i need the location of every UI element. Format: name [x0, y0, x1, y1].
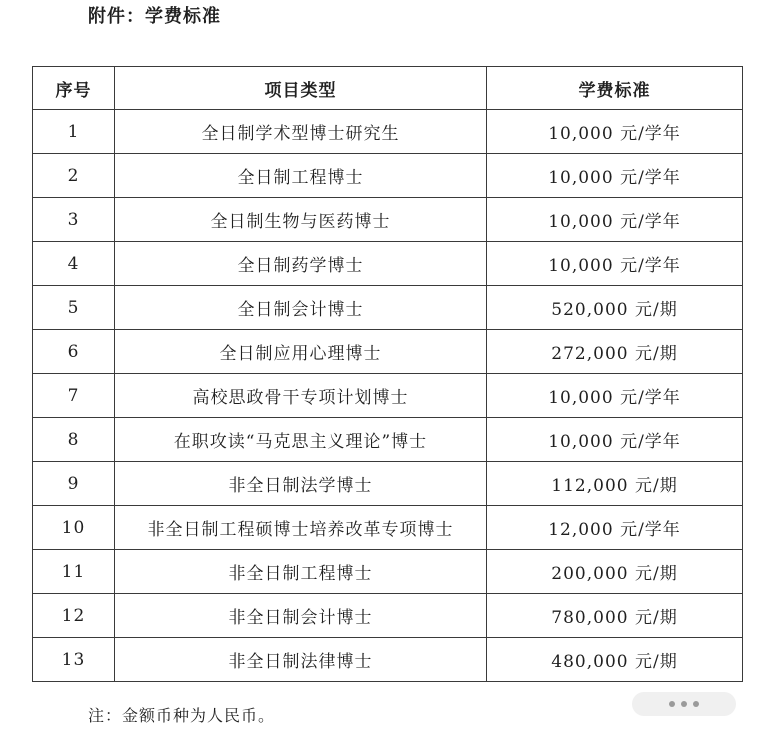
- header-program-type: 项目类型: [115, 67, 487, 110]
- row-number: 5: [33, 286, 115, 330]
- row-number: 8: [33, 418, 115, 462]
- program-type: 非全日制法律博士: [115, 638, 487, 682]
- tuition-fee: 112,000 元/期: [487, 462, 743, 506]
- dot-icon: [681, 701, 687, 707]
- row-number: 11: [33, 550, 115, 594]
- table-row: [33, 418, 743, 462]
- row-number: 4: [33, 242, 115, 286]
- table-row: [33, 374, 743, 418]
- dot-icon: [693, 701, 699, 707]
- header-tuition-standard: 学费标准: [487, 67, 743, 110]
- table-row: [33, 638, 743, 682]
- program-type: 在职攻读“马克思主义理论”博士: [115, 418, 487, 462]
- row-number: 7: [33, 374, 115, 418]
- table-row: [33, 110, 743, 154]
- tuition-fee: 10,000 元/学年: [487, 154, 743, 198]
- table-row: [33, 550, 743, 594]
- program-type: 全日制生物与医药博士: [115, 198, 487, 242]
- tuition-fee: 10,000 元/学年: [487, 242, 743, 286]
- table-row: [33, 198, 743, 242]
- row-number: 10: [33, 506, 115, 550]
- program-type: 非全日制会计博士: [115, 594, 487, 638]
- tuition-fee: 10,000 元/学年: [487, 198, 743, 242]
- tuition-fee: 200,000 元/期: [487, 550, 743, 594]
- more-options-dots-icon: [632, 692, 736, 716]
- table-row: [33, 242, 743, 286]
- program-type: 非全日制工程博士: [115, 550, 487, 594]
- row-number: 13: [33, 638, 115, 682]
- table-row: [33, 594, 743, 638]
- row-number: 12: [33, 594, 115, 638]
- tuition-fee: 780,000 元/期: [487, 594, 743, 638]
- tuition-fee: 10,000 元/学年: [487, 110, 743, 154]
- header-serial-number: 序号: [33, 67, 115, 110]
- program-type: 全日制工程博士: [115, 154, 487, 198]
- table-row: [33, 462, 743, 506]
- row-number: 9: [33, 462, 115, 506]
- row-number: 3: [33, 198, 115, 242]
- row-number: 2: [33, 154, 115, 198]
- program-type: 全日制会计博士: [115, 286, 487, 330]
- currency-footnote: 注：金额币种为人民币。: [88, 706, 276, 725]
- tuition-fee: 10,000 元/学年: [487, 418, 743, 462]
- table-row: [33, 154, 743, 198]
- table-header-row: [33, 67, 743, 110]
- dot-icon: [669, 701, 675, 707]
- row-number: 1: [33, 110, 115, 154]
- table-row: [33, 286, 743, 330]
- tuition-fee: 480,000 元/期: [487, 638, 743, 682]
- tuition-fee: 272,000 元/期: [487, 330, 743, 374]
- program-type: 全日制应用心理博士: [115, 330, 487, 374]
- table-row: [33, 330, 743, 374]
- program-type: 全日制药学博士: [115, 242, 487, 286]
- program-type: 高校思政骨干专项计划博士: [115, 374, 487, 418]
- attachment-title: 附件：学费标准: [88, 6, 221, 27]
- program-type: 非全日制工程硕博士培养改革专项博士: [115, 506, 487, 550]
- table-row: [33, 506, 743, 550]
- program-type: 非全日制法学博士: [115, 462, 487, 506]
- tuition-fee-table: [32, 66, 743, 682]
- tuition-fee: 10,000 元/学年: [487, 374, 743, 418]
- tuition-fee: 12,000 元/学年: [487, 506, 743, 550]
- program-type: 全日制学术型博士研究生: [115, 110, 487, 154]
- row-number: 6: [33, 330, 115, 374]
- tuition-fee: 520,000 元/期: [487, 286, 743, 330]
